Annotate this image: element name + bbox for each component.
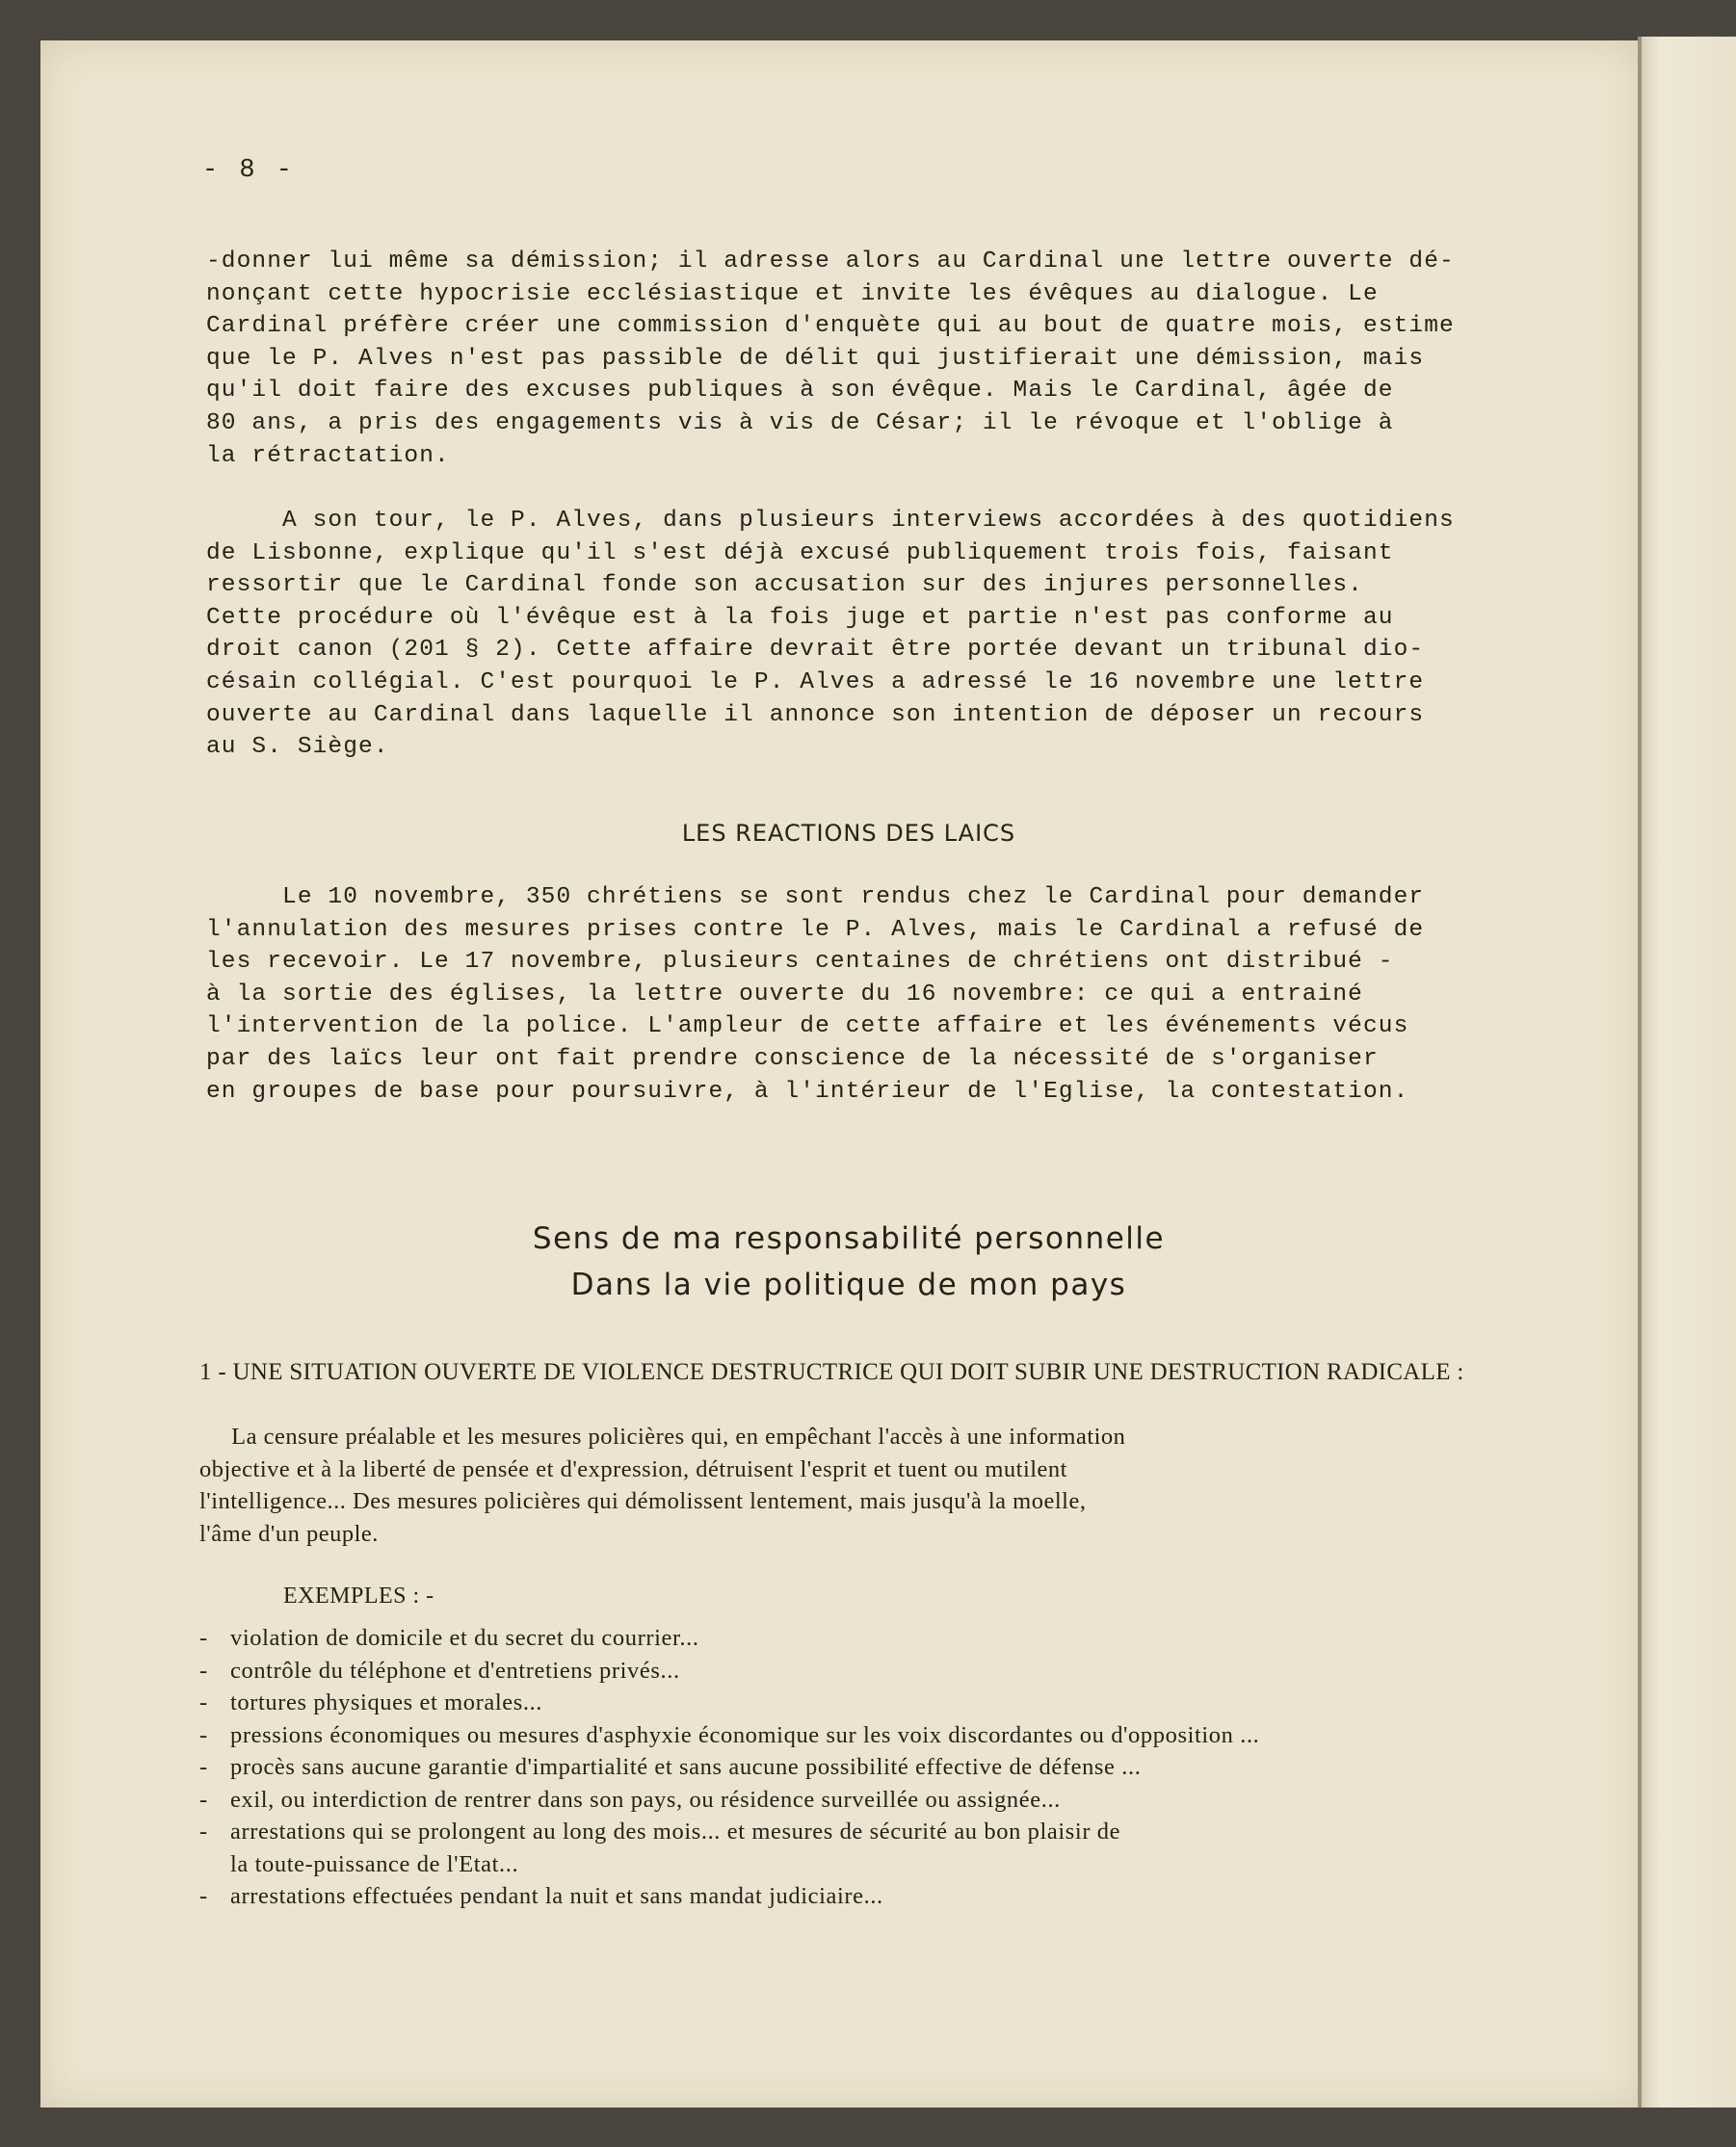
bullet-dash: - — [199, 1883, 208, 1909]
list-item — [199, 1816, 1259, 1848]
text-line: l'annulation des mesures prises contre le P. Alves, mais le Cardinal a refusé de — [206, 916, 1425, 943]
text-line: la rétractation. — [206, 442, 450, 469]
text-line: à la sortie des églises, la lettre ouverte du 16 novembre: ce qui a entrainé — [206, 981, 1363, 1008]
list-item-text: exil, ou interdiction de rentrer dans son pays, ou résidence surveillée ou assignée... — [230, 1786, 1061, 1813]
text-line: au S. Siège. — [206, 734, 389, 761]
bullet-dash: - — [199, 1689, 208, 1715]
text-line: A son tour, le P. Alves, dans plusieurs interviews accordées à des quotidiens — [206, 508, 1455, 534]
list-item-text: pressions économiques ou mesures d'asphyxie économique sur les voix discordantes ou d'opposition ... — [230, 1721, 1260, 1748]
list-item — [199, 1655, 1259, 1688]
text-line: l'âme d'un peuple. — [199, 1520, 379, 1547]
text-line: objective et à la liberté de pensée et d'expression, détruisent l'esprit et tuent ou mutilent — [199, 1455, 1067, 1482]
text-line: par des laïcs leur ont fait prendre conscience de la nécessité de s'organiser — [206, 1045, 1379, 1072]
list-item — [199, 1687, 1259, 1719]
text-line: La censure préalable et les mesures policières qui, en empêchant l'accès à une information — [199, 1424, 1126, 1450]
list-item — [199, 1719, 1259, 1752]
list-item — [199, 1784, 1259, 1817]
bullet-dash: - — [199, 1786, 208, 1813]
text-line: césain collégial. C'est pourquoi le P. Alves a adressé le 16 novembre une lettre — [206, 668, 1425, 695]
text-line: que le P. Alves n'est pas passible de délit qui justifierait une démission, mais — [206, 345, 1425, 372]
list-item-text: arrestations effectuées pendant la nuit et sans mandat judiciaire... — [230, 1883, 883, 1909]
list-item — [199, 1622, 1259, 1655]
text-line: droit canon (201 § 2). Cette affaire devrait être portée devant un tribunal dio- — [206, 637, 1425, 664]
text-line: ouverte au Cardinal dans laquelle il annonce son intention de déposer un recours — [206, 701, 1425, 728]
text-line: 80 ans, a pris des engagements vis à vis de César; il le révoque et l'oblige à — [206, 409, 1394, 436]
section-heading-laics: LES REACTIONS DES LAICS — [681, 820, 1016, 847]
paragraph-1 — [206, 246, 1455, 472]
text-line: Cardinal préfère créer une commission d'enquète qui au bout de quatre mois, estime — [206, 313, 1455, 340]
examples-label: EXEMPLES : - — [283, 1584, 434, 1609]
section-title-line-1: Sens de ma responsabilité personnelle — [532, 1221, 1166, 1256]
text-line: nonçant cette hypocrisie ecclésiastique et invite les évêques au dialogue. Le — [206, 280, 1379, 307]
text-line: l'intervention de la police. L'ampleur de cette affaire et les événements vécus — [206, 1013, 1409, 1040]
list-item — [199, 1751, 1259, 1784]
text-line: de Lisbonne, explique qu'il s'est déjà excusé publiquement trois fois, faisant — [206, 539, 1394, 566]
list-item-text: arrestations qui se prolongent au long des mois... et mesures de sécurité au bon plaisir de — [230, 1819, 1121, 1845]
list-item — [199, 1880, 1259, 1913]
examples-list — [199, 1622, 1259, 1913]
text-line: Cette procédure où l'évêque est à la fois juge et partie n'est pas conforme au — [206, 604, 1394, 631]
list-item-text: procès sans aucune garantie d'impartialité et sans aucune possibilité effective de défense ... — [230, 1754, 1142, 1780]
list-item-text: tortures physiques et morales... — [230, 1689, 543, 1715]
text-line: les recevoir. Le 17 novembre, plusieurs centaines de chrétiens ont distribué - — [206, 949, 1394, 976]
list-item-text: la toute-puissance de l'Etat... — [230, 1850, 519, 1877]
text-line: -donner lui même sa démission; il adresse alors au Cardinal une lettre ouverte dé- — [206, 249, 1455, 275]
text-line: l'intelligence... Des mesures policières qui démolissent lentement, mais jusqu'à la moelle, — [199, 1488, 1087, 1514]
next-page-edge — [1642, 37, 1736, 2108]
paragraph-2 — [206, 505, 1455, 764]
bullet-dash: - — [199, 1754, 208, 1780]
paragraph-3 — [206, 881, 1424, 1108]
list-item — [199, 1848, 1259, 1881]
list-item-text: contrôle du téléphone et d'entretiens privés... — [230, 1657, 680, 1684]
bullet-dash: - — [199, 1625, 208, 1651]
subheading: 1 - UNE SITUATION OUVERTE DE VIOLENCE DESTRUCTRICE QUI DOIT SUBIR UNE DESTRUCTION RADICALE : — [199, 1359, 1464, 1385]
paragraph-4 — [199, 1421, 1125, 1550]
list-item-text: violation de domicile et du secret du courrier... — [230, 1625, 699, 1651]
text-line: en groupes de base pour poursuivre, à l'intérieur de l'Eglise, la contestation. — [206, 1078, 1409, 1105]
text-line: qu'il doit faire des excuses publiques à son évêque. Mais le Cardinal, âgée de — [206, 378, 1394, 405]
text-line: Le 10 novembre, 350 chrétiens se sont rendus chez le Cardinal pour demander — [206, 884, 1425, 910]
bullet-dash: - — [199, 1657, 208, 1684]
section-title-line-2: Dans la vie politique de mon pays — [570, 1268, 1127, 1302]
bullet-dash: - — [199, 1819, 208, 1845]
page-number: - 8 - — [202, 156, 296, 185]
text-line: ressortir que le Cardinal fonde son accusation sur des injures personnelles. — [206, 572, 1363, 599]
bullet-dash: - — [199, 1721, 208, 1748]
